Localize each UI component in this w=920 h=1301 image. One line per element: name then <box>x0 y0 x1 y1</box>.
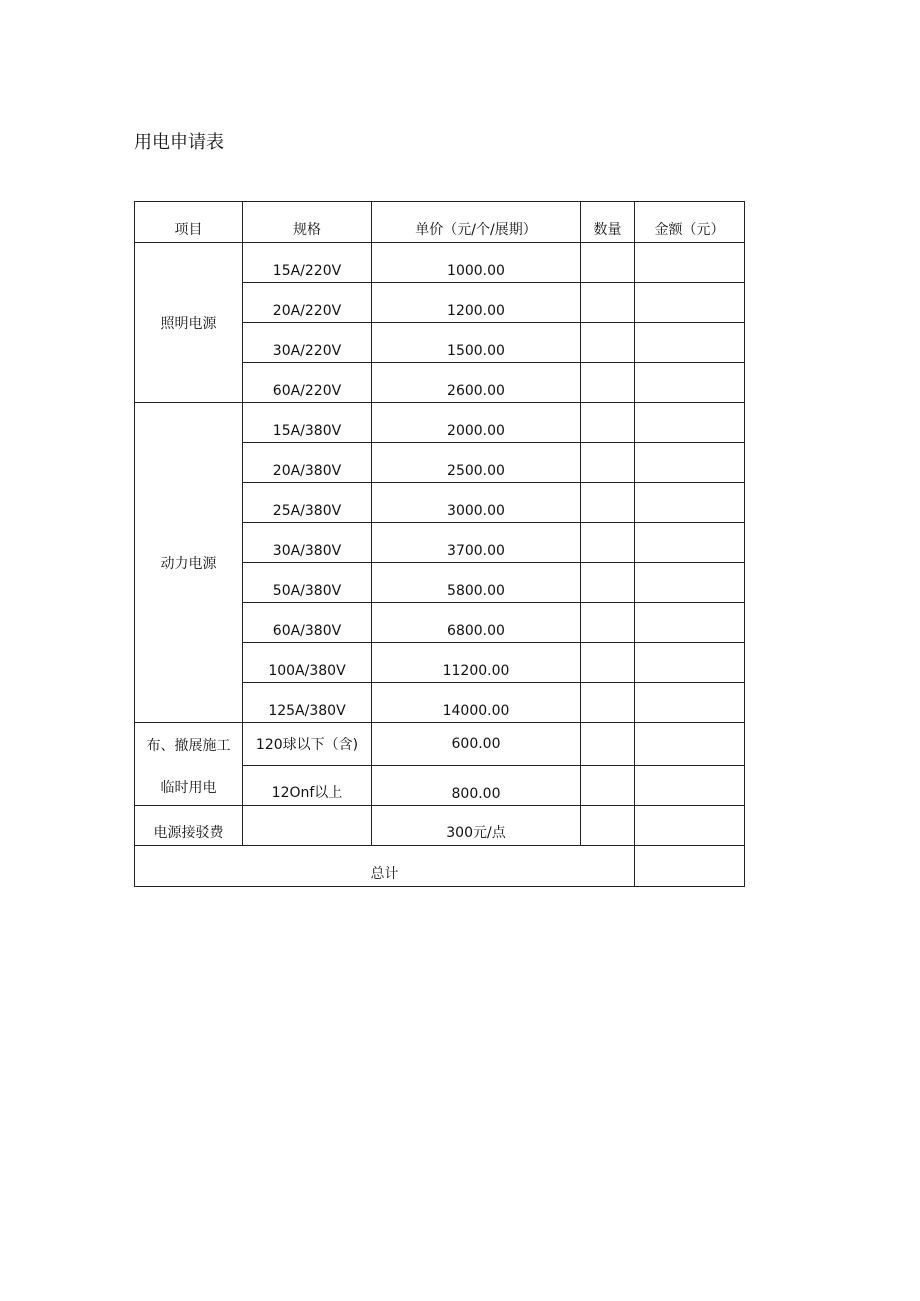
header-quantity: 数量 <box>581 202 635 243</box>
price-cell: 1500.00 <box>372 323 581 363</box>
spec-cell <box>243 806 372 846</box>
price-cell: 5800.00 <box>372 563 581 603</box>
quantity-cell[interactable] <box>581 363 635 403</box>
amount-cell[interactable] <box>635 643 745 683</box>
quantity-cell[interactable] <box>581 483 635 523</box>
quantity-cell[interactable] <box>581 323 635 363</box>
price-cell: 11200.00 <box>372 643 581 683</box>
amount-cell[interactable] <box>635 323 745 363</box>
amount-cell[interactable] <box>635 766 745 806</box>
amount-cell[interactable] <box>635 683 745 723</box>
total-amount-cell[interactable] <box>635 846 745 887</box>
spec-cell: 25A/380V <box>243 483 372 523</box>
price-cell: 2000.00 <box>372 403 581 443</box>
spec-cell: 60A/380V <box>243 603 372 643</box>
spec-cell: 125A/380V <box>243 683 372 723</box>
group-temporary-line2: 临时用电 <box>160 780 217 796</box>
quantity-cell[interactable] <box>581 563 635 603</box>
spec-cell: 12Onf以上 <box>243 766 372 806</box>
quantity-cell[interactable] <box>581 723 635 766</box>
spec-cell: 60A/220V <box>243 363 372 403</box>
quantity-cell[interactable] <box>581 603 635 643</box>
price-cell: 6800.00 <box>372 603 581 643</box>
price-cell: 300元/点 <box>372 806 581 846</box>
quantity-cell[interactable] <box>581 683 635 723</box>
amount-cell[interactable] <box>635 443 745 483</box>
amount-cell[interactable] <box>635 523 745 563</box>
amount-cell[interactable] <box>635 403 745 443</box>
price-cell: 1000.00 <box>372 243 581 283</box>
connection-fee-label: 电源接驳费 <box>135 806 243 846</box>
price-cell: 800.00 <box>372 766 581 806</box>
quantity-cell[interactable] <box>581 403 635 443</box>
spec-cell: 20A/380V <box>243 443 372 483</box>
power-application-table <box>134 201 745 887</box>
quantity-cell[interactable] <box>581 766 635 806</box>
quantity-cell[interactable] <box>581 643 635 683</box>
spec-cell: 120球以下（含) <box>243 723 372 766</box>
amount-cell[interactable] <box>635 806 745 846</box>
header-amount: 金额（元） <box>635 202 745 243</box>
document-title: 用电申请表 <box>134 132 224 153</box>
group-lighting-label: 照明电源 <box>135 243 243 403</box>
price-cell: 14000.00 <box>372 683 581 723</box>
group-temporary-line1: 布、撤展施工 <box>146 738 231 754</box>
header-unit-price: 单价（元/个/展期） <box>372 202 581 243</box>
spec-cell: 15A/220V <box>243 243 372 283</box>
spec-cell: 15A/380V <box>243 403 372 443</box>
quantity-cell[interactable] <box>581 283 635 323</box>
amount-cell[interactable] <box>635 363 745 403</box>
table-row <box>135 243 745 283</box>
header-spec: 规格 <box>243 202 372 243</box>
quantity-cell[interactable] <box>581 523 635 563</box>
price-cell: 2500.00 <box>372 443 581 483</box>
spec-cell: 30A/380V <box>243 523 372 563</box>
table-row <box>135 806 745 846</box>
quantity-cell[interactable] <box>581 443 635 483</box>
header-row <box>135 202 745 243</box>
price-cell: 2600.00 <box>372 363 581 403</box>
spec-cell: 20A/220V <box>243 283 372 323</box>
amount-cell[interactable] <box>635 483 745 523</box>
table-row <box>135 723 745 766</box>
amount-cell[interactable] <box>635 723 745 766</box>
spec-cell: 30A/220V <box>243 323 372 363</box>
total-label: 总计 <box>135 846 635 887</box>
price-cell: 3700.00 <box>372 523 581 563</box>
price-cell: 1200.00 <box>372 283 581 323</box>
group-motive-label: 动力电源 <box>135 403 243 723</box>
price-cell: 600.00 <box>372 723 581 766</box>
amount-cell[interactable] <box>635 563 745 603</box>
total-row <box>135 846 745 887</box>
group-temporary-label <box>135 723 243 806</box>
quantity-cell[interactable] <box>581 243 635 283</box>
spec-cell: 100A/380V <box>243 643 372 683</box>
amount-cell[interactable] <box>635 283 745 323</box>
amount-cell[interactable] <box>635 603 745 643</box>
table-row <box>135 403 745 443</box>
spec-cell: 50A/380V <box>243 563 372 603</box>
header-item: 项目 <box>135 202 243 243</box>
amount-cell[interactable] <box>635 243 745 283</box>
price-cell: 3000.00 <box>372 483 581 523</box>
quantity-cell[interactable] <box>581 806 635 846</box>
